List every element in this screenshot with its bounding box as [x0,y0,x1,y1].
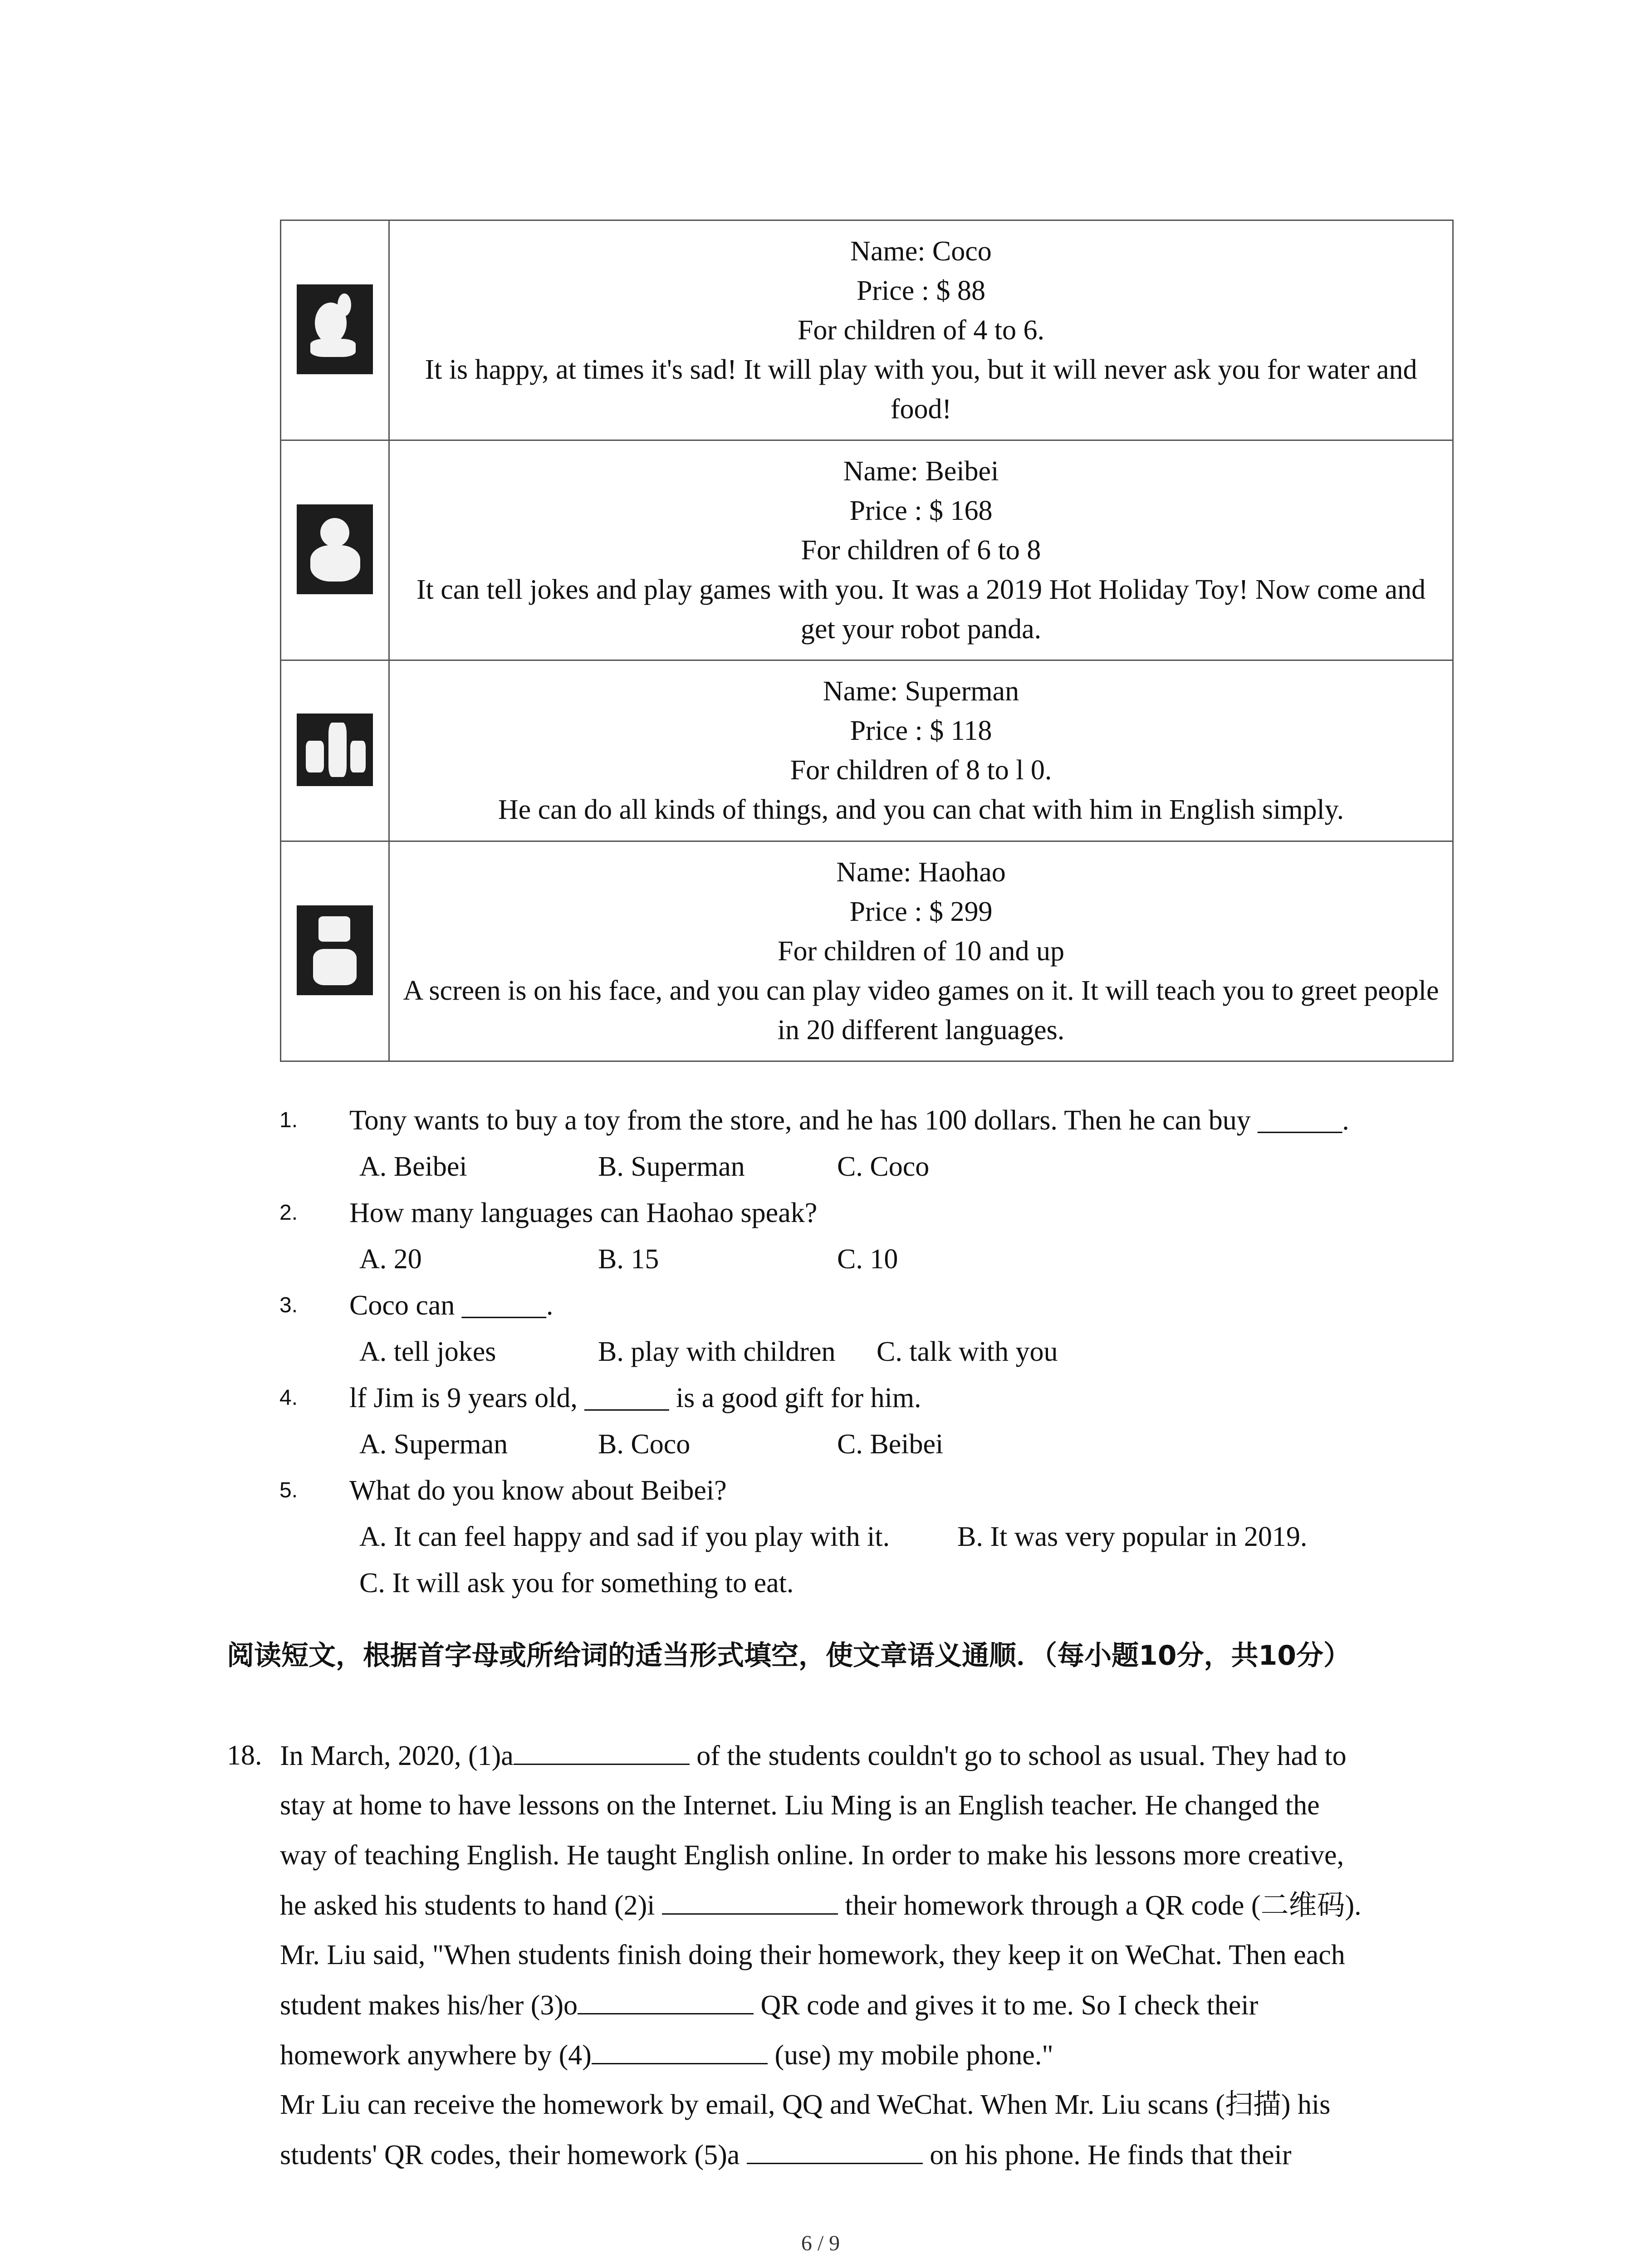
question-number: 5. [279,1478,298,1502]
toy-description: A screen is on his face, and you can play video games on it. It will teach you to greet people in 20 different languages. [403,975,1439,1046]
section-title: 阅读短文，根据首字母或所给词的适当形式填空，使文章语义通顺．（每小题10分，共10分） [227,1640,1351,1672]
toy-age-range: For children of 4 to 6. [797,314,1045,346]
option-b: B. play with children [598,1336,836,1367]
question-text: Tony wants to buy a toy from the store, and he has 100 dollars. Then he can buy ______. [349,1105,1349,1136]
passage-text: he asked his students to hand (2)i [280,1890,662,1921]
passage-text: QR code and gives it to me. So I check their [754,1990,1259,2021]
toy-name: Name: Haohao [836,856,1006,888]
toy-age-range: For children of 8 to l 0. [790,755,1052,786]
passage-text: homework anywhere by (4) [280,2040,592,2071]
superman-robot-icon [297,714,373,786]
option-c: C. It will ask you for something to eat. [359,1568,794,1598]
passage-text: students' QR codes, their homework (5)a [280,2140,747,2170]
option-a: A. tell jokes [359,1336,496,1367]
screen-robot-icon [297,905,373,995]
passage-line [280,2037,1460,2073]
option-c: C. Beibei [837,1429,944,1460]
toy-price: Price : $ 88 [856,275,986,306]
passage-text: student makes his/her (3)o [280,1990,578,2021]
question-text: lf Jim is 9 years old, ______ is a good gift for him. [349,1383,921,1413]
question-number: 2. [279,1201,298,1225]
passage-line [280,1887,1460,1924]
passage-line [280,1987,1460,2024]
robot-panda-icon [297,504,373,594]
option-b: B. Superman [598,1151,745,1182]
question-text: Coco can ______. [349,1290,554,1321]
question-number: 3. [279,1293,298,1317]
passage-line: Mr. Liu said, "When students finish doing their homework, they keep it on WeChat. Then each [280,1940,1345,1970]
blank-1[interactable] [514,1737,690,1765]
passage-text: on his phone. He finds that their [922,2140,1292,2170]
toy-row [281,440,1453,660]
toy-row [281,841,1453,1061]
question-number: 18. [227,1740,262,1771]
passage-line: stay at home to have lessons on the Internet. Liu Ming is an English teacher. He changed the [280,1790,1320,1821]
toy-price: Price : $ 299 [849,896,993,927]
toy-picture-cell [281,440,389,660]
toy-picture-cell [281,841,389,1061]
question-text: How many languages can Haohao speak? [349,1198,818,1228]
option-a: A. It can feel happy and sad if you play with it. [359,1521,890,1552]
toy-name: Name: Superman [823,676,1019,707]
blank-5[interactable] [747,2136,923,2164]
toy-description: It can tell jokes and play games with you. It was a 2019 Hot Holiday Toy! Now come and get your robot panda. [416,574,1426,645]
passage-text: (use) my mobile phone." [767,2040,1053,2071]
toy-info-cell [389,841,1453,1061]
toy-name: Name: Beibei [843,455,999,487]
question-text: What do you know about Beibei? [349,1475,727,1506]
toy-table [280,220,1454,1062]
toy-row [281,220,1453,440]
toy-age-range: For children of 10 and up [778,935,1064,967]
option-b: B. It was very popular in 2019. [957,1521,1308,1552]
option-c: C. talk with you [877,1336,1058,1367]
passage-line: Mr Liu can receive the homework by email, QQ and WeChat. When Mr. Liu scans (扫描) his [280,2089,1331,2120]
toy-robot-icon [297,284,373,374]
option-a: A. 20 [359,1244,422,1275]
toy-row [281,660,1453,841]
toy-description: He can do all kinds of things, and you can chat with him in English simply. [498,794,1344,825]
page-number: 6 / 9 [801,2231,840,2255]
toy-description: It is happy, at times it's sad! It will play with you, but it will never ask you for water and food! [425,354,1417,425]
toy-info-cell [389,220,1453,440]
toy-age-range: For children of 6 to 8 [801,534,1041,566]
option-a: A. Beibei [359,1151,467,1182]
blank-2[interactable] [662,1887,838,1915]
option-c: C. Coco [837,1151,930,1182]
toy-price: Price : $ 118 [850,715,992,746]
toy-picture-cell [281,660,389,841]
question-number: 1. [279,1108,298,1132]
option-b: B. Coco [598,1429,691,1460]
passage-line [280,1737,1460,1774]
blank-3[interactable] [578,1987,754,2014]
passage-line [280,2136,1460,2173]
passage-text: their homework through a QR code (二维码). [838,1890,1362,1921]
option-c: C. 10 [837,1244,898,1275]
toy-name: Name: Coco [850,235,992,267]
option-b: B. 15 [598,1244,659,1275]
toy-info-cell [389,440,1453,660]
passage-text: In March, 2020, (1)a [280,1740,514,1771]
passage-line: way of teaching English. He taught English online. In order to make his lessons more creative, [280,1840,1344,1871]
passage-text: of the students couldn't go to school as usual. They had to [689,1740,1347,1771]
toy-picture-cell [281,220,389,440]
toy-info-cell [389,660,1453,841]
question-number: 4. [279,1386,298,1410]
toy-price: Price : $ 168 [849,495,993,526]
blank-4[interactable] [592,2037,768,2064]
option-a: A. Superman [359,1429,508,1460]
